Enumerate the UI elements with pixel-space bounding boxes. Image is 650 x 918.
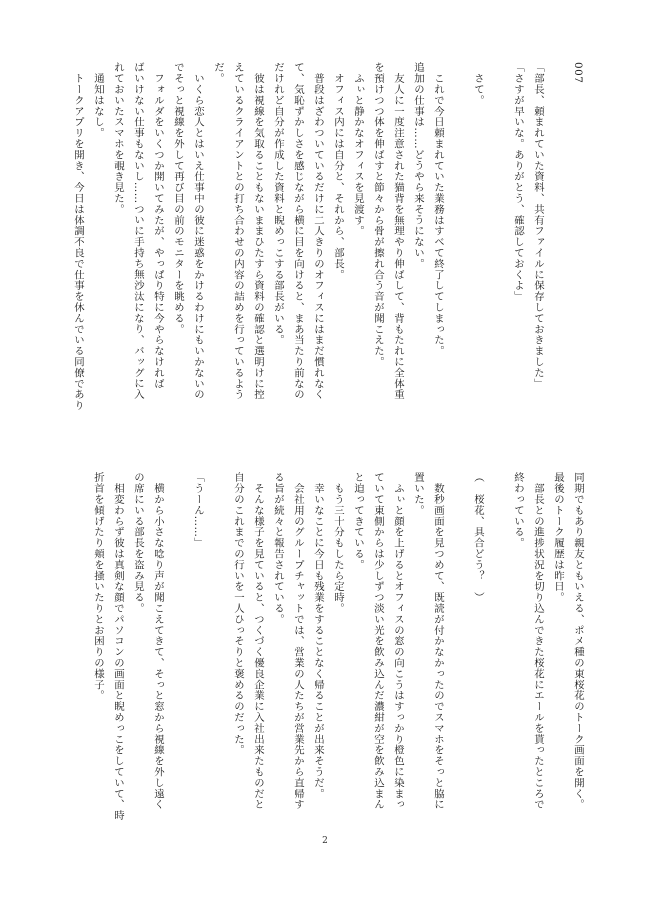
text-line: 友人に一度注意された猫背を無理やり伸ばして、背もたれに全体重 xyxy=(392,62,404,400)
text-line: れておいたスマホを覗き見た。 xyxy=(112,62,124,215)
text-line: えているクライアントとの打ち合わせの内容の詰めを行っているよう xyxy=(232,62,244,400)
text-line: ふぃと静かなオフィスを見渡す。 xyxy=(352,62,364,237)
text-line: オフィス内には自分と、それから、部長。 xyxy=(332,62,344,280)
text-line: ふぃと顔を上げるとオフィスの窓の向こうはすっかり橙色に染まっ xyxy=(392,472,404,810)
text-line xyxy=(548,62,568,462)
text-line xyxy=(168,472,188,812)
text-line: 折首を傾げたり頬を掻いたりとお困りの様子。 xyxy=(92,472,104,701)
text-line: 終わっている。 xyxy=(512,472,524,549)
text-line: 自分のこれまでの行いを一人ひっそりと褒めるのだった。 xyxy=(232,472,244,756)
text-block-top xyxy=(68,62,588,462)
text-line xyxy=(208,472,228,812)
text-line: 追加の仕事は……どうやら来そうにない。 xyxy=(412,62,424,270)
text-line: もう三十分もしたら定時。 xyxy=(332,472,344,614)
text-line: 彼は視線を気取ることもないままひたすら資料の確認と選明けに控 xyxy=(252,62,264,400)
text-line: いくら恋人とはいえ仕事中の彼に迷惑をかけるわけにもいかないの xyxy=(192,62,204,400)
text-line: さて。 xyxy=(472,62,484,106)
text-line: 「うーん……」 xyxy=(192,472,204,549)
text-line xyxy=(488,62,508,462)
text-line: だ。 xyxy=(212,62,224,84)
text-line: 幸いなことに今日も残業をすることなく帰ることが出来そうだ。 xyxy=(312,472,324,799)
text-block-bottom xyxy=(88,472,588,821)
text-line: 「さすが早いな。ありがとう、確認しておくよ」 xyxy=(512,62,524,302)
text-line xyxy=(448,472,468,812)
text-line: 会社用のグループチャットでは、営業の人たちが営業先から直帰す xyxy=(292,472,304,810)
text-line: だけれど自分が作成した資料と睨めっこする部長がいる。 xyxy=(272,62,284,346)
text-line xyxy=(448,62,468,462)
text-line: 横から小さな唸り声が聞こえてきて、そっと窓から視線を外し遠く xyxy=(152,472,164,810)
text-line: 置いた。 xyxy=(412,472,424,516)
text-line: を預けつつ体を伸ばすと節々から骨が擦れ合う音が聞こえた。 xyxy=(372,62,384,368)
text-line: と迫ってきている。 xyxy=(352,472,364,571)
page-number: 2 xyxy=(322,836,328,846)
text-line: でそっと視線を外して再び目の前のモニターを眺める。 xyxy=(172,62,184,335)
text-line: 普段はざわついているだけに二人きりのオフィスにはまだ慣れなく xyxy=(312,62,324,400)
text-line: て、気恥ずかしさを感じながら横に目を向けると、まあ当たり前なの xyxy=(292,62,304,400)
text-line: そんな様子を見ていると、つくづく優良企業に入社出来たものだと xyxy=(252,472,264,810)
text-line: る旨が続々と報告されている。 xyxy=(272,472,284,625)
text-line: 相変わらず彼は真剣な顔でパソコンの画面と睨めっこをしていて、時 xyxy=(112,472,124,821)
text-line: 部長との進捗状況を切り込んできた桜花にエールを貰ったところで xyxy=(532,472,544,810)
text-line: ていて東側からは少しずつ淡い光を飲み込んだ濃紺が空を飲み込まん xyxy=(372,472,384,810)
text-line: 通知はなし。 xyxy=(92,62,104,139)
chapter-number: 007 xyxy=(572,62,584,84)
text-line: 最後のトーク履歴は昨日。 xyxy=(552,472,564,603)
text-line xyxy=(488,472,508,812)
text-line: 「部長、頼まれていた資料、共有ファイルに保存しておきました」 xyxy=(532,62,544,389)
text-line: トークアプリを開き、今日は体調不良で仕事を休んでいる同僚であり xyxy=(72,62,84,411)
text-line: （ 桜花、具合どう？ ） xyxy=(472,472,484,603)
text-line: ばいけない仕事もないし……ついに手持ち無沙汰になり、バッグに入 xyxy=(132,62,144,400)
text-line: これで今日頼まれていた業務はすべて終了してしまった。 xyxy=(432,62,444,357)
text-line: 数秒画面を見つめて、既読が付かなかったのでスマホをそっと脇に xyxy=(432,472,444,810)
text-line: 同期でもあり親友ともいえる、ポメ種の東桜花のトーク画面を開く。 xyxy=(572,472,584,810)
text-line: の席にいる部長を盗み見る。 xyxy=(132,472,144,614)
text-line: フォルダをいくつか開いてみたが、やっぱり特に今やらなければ xyxy=(152,62,164,389)
